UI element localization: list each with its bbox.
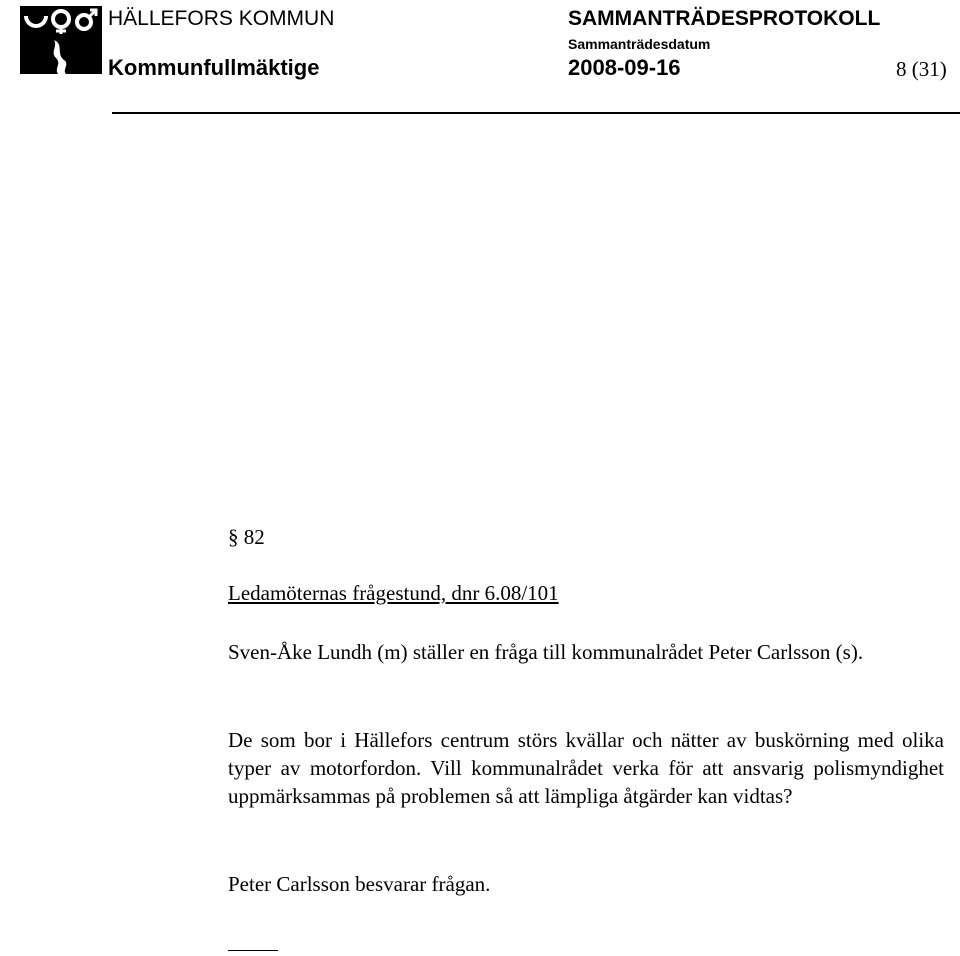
page-number: 8 (31)	[896, 57, 947, 81]
question-intro: Sven-Åke Lundh (m) ställer en fråga till kommunalrådet Peter Carlsson (s).	[228, 640, 864, 664]
meeting-date: 2008-09-16	[568, 55, 681, 80]
document-type: SAMMANTRÄDESPROTOKOLL	[568, 7, 881, 30]
date-label: Sammanträdesdatum	[568, 36, 711, 52]
paragraph-number: § 82	[228, 525, 265, 549]
header-divider	[112, 112, 960, 114]
hallefors-coat-of-arms-icon	[20, 6, 102, 74]
body-name: Kommunfullmäktige	[108, 55, 320, 80]
question-text: De som bor i Hällefors centrum störs kvällar och nätter av buskörning med olika typer av motorfordon. Vill kommunalrådet verka för att ansvarig polismyndighet uppmärksammas på problemen så att lämpliga åtgärder kan vidtas?	[228, 728, 944, 808]
section-title: Ledamöternas frågestund, dnr 6.08/101	[228, 581, 559, 605]
answer-note: Peter Carlsson besvarar frågan.	[228, 872, 491, 896]
municipality-name: HÄLLEFORS KOMMUN	[108, 7, 335, 30]
signature-line	[228, 950, 278, 951]
